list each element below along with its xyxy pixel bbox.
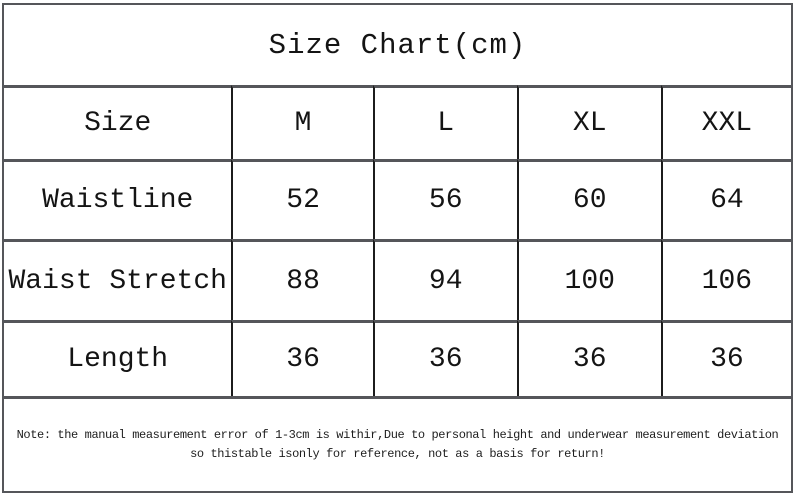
note-line-2: so thistable isonly for reference, not as a basis for return! (190, 447, 605, 461)
waist-stretch-l: 94 (373, 239, 517, 320)
note-line-1: Note: the manual measurement error of 1-3cm is withir,Due to personal height and underwear measurement deviation (16, 428, 779, 442)
row-label-waistline: Waistline (4, 159, 231, 239)
waist-stretch-m: 88 (231, 239, 372, 320)
size-chart-table (2, 3, 793, 493)
note-box (4, 396, 791, 491)
waist-stretch-xl: 100 (517, 239, 661, 320)
length-m: 36 (231, 320, 372, 396)
page-title: Size Chart(cm) (268, 28, 527, 62)
header-cell-size: Size (4, 85, 231, 159)
header-cell-m: M (231, 85, 372, 159)
length-xl: 36 (517, 320, 661, 396)
length-l: 36 (373, 320, 517, 396)
waist-stretch-xxl: 106 (661, 239, 791, 320)
header-cell-xxl: XXL (661, 85, 791, 159)
header-cell-xl: XL (517, 85, 661, 159)
waistline-m: 52 (231, 159, 372, 239)
row-label-waist-stretch: Waist Stretch (4, 239, 231, 320)
waistline-l: 56 (373, 159, 517, 239)
waistline-xl: 60 (517, 159, 661, 239)
length-xxl: 36 (661, 320, 791, 396)
waistline-xxl: 64 (661, 159, 791, 239)
header-cell-l: L (373, 85, 517, 159)
row-label-length: Length (4, 320, 231, 396)
